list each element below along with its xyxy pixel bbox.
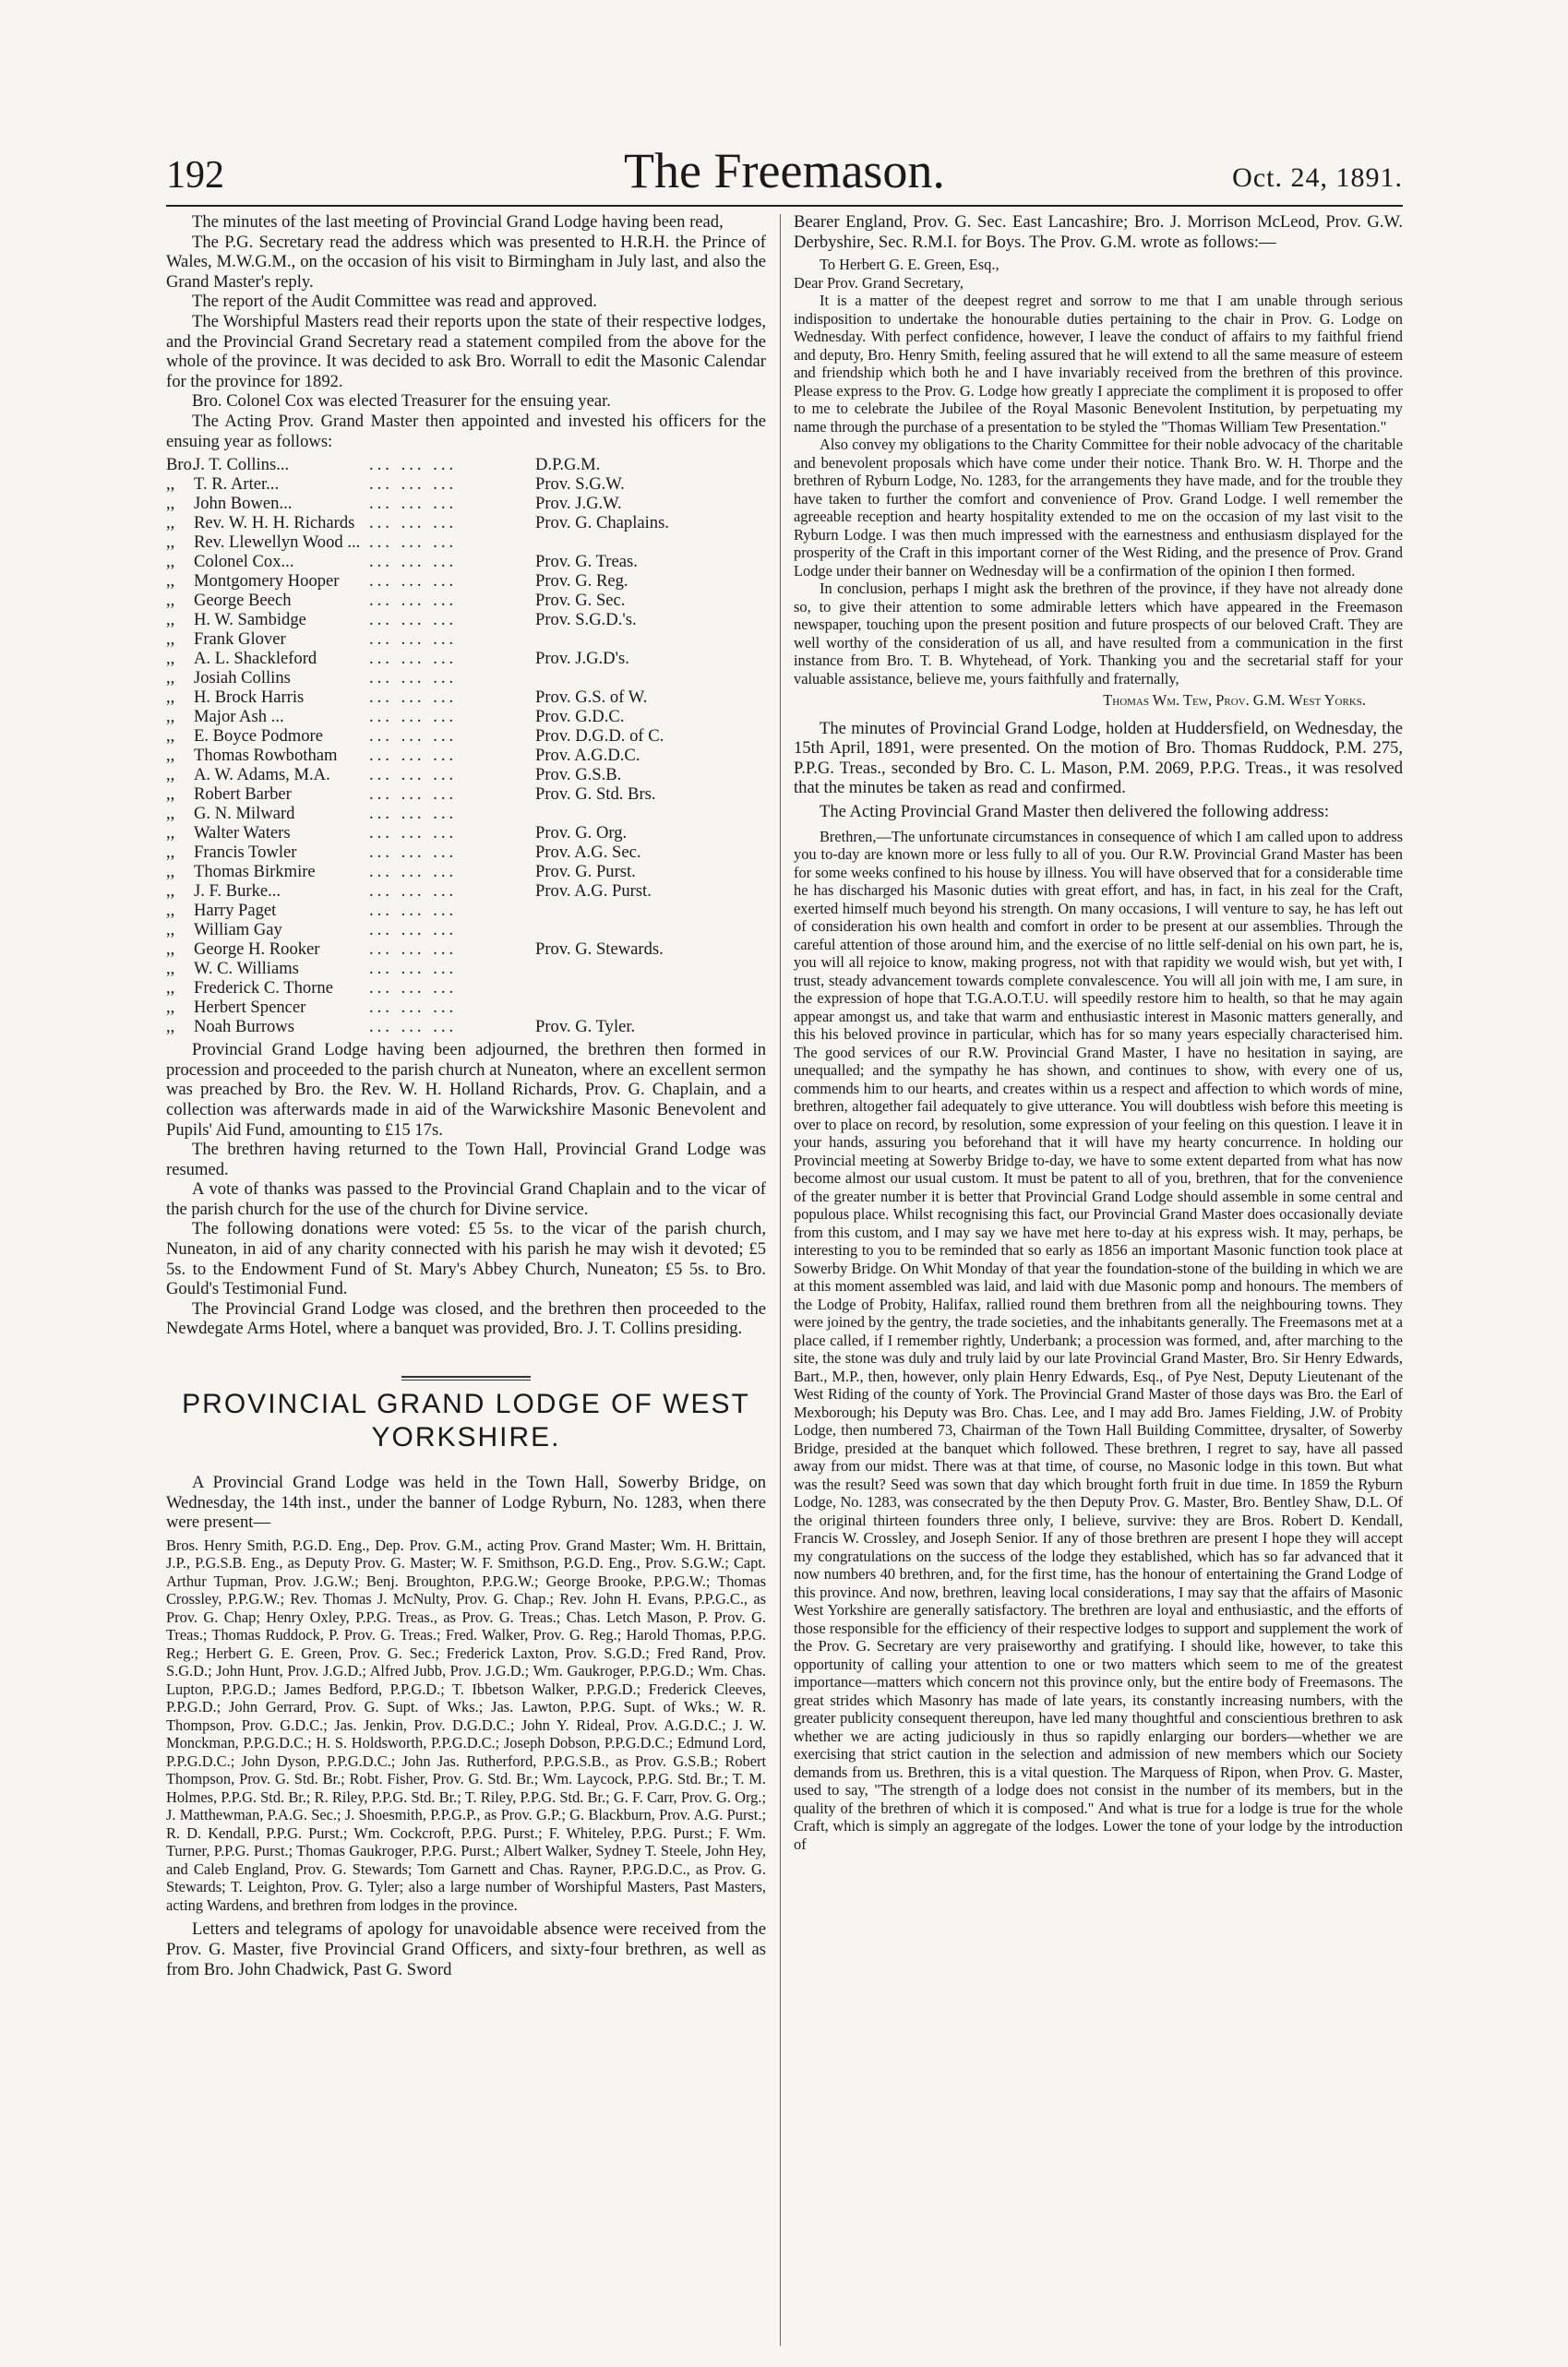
paragraph: The brethren having returned to the Town Hall, Provincial Grand Lodge was resumed. <box>166 1140 766 1179</box>
leader-dots: ... ... ... <box>369 978 458 998</box>
roster-prefix: ,, <box>166 998 175 1018</box>
attendance-list: Bros. Henry Smith, P.G.D. Eng., Dep. Prov. G.M., acting Prov. Grand Master; Wm. H. Brittain, J.P., P.G.S.B. Eng., as Deputy Prov. G. Master; W. F. Smithson, P.G.D. Eng., Prov. S.G.W.; Capt. Arthur Tupman, Prov. J.G.W.; Benj. Broughton, P.P.G.W.; George Brooke, P.P.G.W.; Thomas Crossley, P.P.G.W.; Rev. Thomas J. McNulty, Prov. G. Chap.; Rev. John H. Evans, P.P.G.C., as Prov. G. Chap; Henry Oxley, P.P.G. Treas., as Prov. G. Treas.; Chas. Letch Mason, P. Prov. G. Treas.; Thomas Ruddock, P. Prov. G. Treas.; Fred. Walker, Prov. G. Reg.; Harold Thomas, P.P.G. Reg.; Herbert G. E. Green, Prov. G. Sec.; Frederick Laxton, Prov. S.G.D.; Fred Rand, Prov. S.G.D.; John Hunt, Prov. J.G.D.; Alfred Jubb, Prov. J.G.D.; Wm. Gaukroger, P.P.G.D.; Wm. Chas. Lupton, P.P.G.D.; James Bedford, P.P.G.D.; T. Ibbetson Walker, P.P.G.D.; Frederick Cleeves, P.P.G.D.; John Gerrard, Prov. G. Supt. of Wks.; Jas. Lawton, P.P.G. Supt. of Wks.; W. R. Thompson, Prov. G.D.C.; Jas. Jenkin, Prov. D.G.D.C.; John Y. Rideal, Prov. A.G.D.C.; J. W. Monckman, P.P.G.D.C.; H. S. Holdsworth, P.P.G.D.C.; Joseph Dobson, P.P.G.D.C.; Edmund Lord, P.P.G.D.C.; John Dyson, P.P.G.D.C.; John Jas. Rutherford, P.P.G.S.B., as Prov. G.S.B.; Robert Thompson, Prov. G. Std. Br.; Robt. Fisher, Prov. G. Std. Br.; Wm. Laycock, P.P.G. Std. Br.; T. M. Holmes, P.P.G. Std. Br.; R. Riley, P.P.G. Std. Br.; T. Riley, P.P.G. Std. Br.; G. F. Carr, Prov. G. Org.; J. Matthewman, P.A.G. Sec.; J. Shoesmith, P.P.G.P., as Prov. G.P.; G. Blackburn, Prov. A.G. Purst.; R. D. Kendall, P.P.G. Purst.; Wm. Cockcroft, P.P.G. Purst.; F. Whiteley, P.P.G. Purst.; F. Wm. Turner, P.P.G. Purst.; Thomas Gaukroger, P.P.G. Purst.; Albert Walker, Sydney T. Steele, John Hey, and Caleb England, Prov. G. Stewards; Tom Garnett and Chas. Rayner, P.P.G.D.C., as Prov. G. Stewards; T. Leighton, Prov. G. Tyler; also a large number of Worshipful Masters, Past Masters, acting Wardens, and brethren from lodges in the province. <box>166 1536 766 1914</box>
leader-dots: ... ... ... <box>369 998 458 1018</box>
officer-office: Prov. G. Sec. <box>535 591 626 611</box>
letter-addressee: To Herbert G. E. Green, Esq., <box>820 256 999 274</box>
letter-paragraph: Also convey my obligations to the Charity Committee for their noble advocacy of the charitable and benevolent proposals which have come under their notice. Thank Bro. W. H. Thorpe and the brethren of Ryburn Lodge, No. 1283, for the arrangements they have made, and for the trouble they have taken to further the comfort and convenience of Prov. Grand Lodge. I well remember the agreeable reception and hearty hospitality extended to me on the occasion of my last visit to the Ryburn Lodge. I was then much impressed with the earnestness and enthusiasm displayed for the prosperity of the Craft in this important corner of the West Riding, and the presence of Prov. Grand Lodge under their banner on Wednesday will be a confirmation of the opinion I then formed. <box>794 436 1403 580</box>
roster-row <box>166 804 766 823</box>
roster-prefix: ,, <box>166 726 175 747</box>
roster-row <box>166 474 766 494</box>
leader-dots: ... ... ... <box>369 804 458 824</box>
officer-name: Francis Towler <box>194 843 297 863</box>
officer-office: Prov. J.G.W. <box>535 494 622 514</box>
officer-name: J. F. Burke... <box>194 881 281 902</box>
officer-office: Prov. G. Stewards. <box>535 939 664 960</box>
roster-row <box>166 455 766 474</box>
roster-prefix: ,, <box>166 901 175 921</box>
officer-roster <box>166 455 766 1036</box>
officer-name: A. W. Adams, M.A. <box>194 765 330 785</box>
roster-row <box>166 920 766 939</box>
officer-name: Colonel Cox... <box>194 552 294 572</box>
officer-office: Prov. G.S. of W. <box>535 687 648 708</box>
officer-office: Prov. G. Tyler. <box>535 1017 636 1037</box>
roster-prefix: ,, <box>166 649 175 669</box>
leader-dots: ... ... ... <box>369 726 458 747</box>
roster-prefix: ,, <box>166 494 175 514</box>
roster-prefix: ,, <box>166 1017 175 1037</box>
roster-prefix: ,, <box>166 668 175 688</box>
officer-name: Rev. Llewellyn Wood ... <box>194 532 361 553</box>
address-text: Brethren,—The unfortunate circumstances in consequence of which I am called upon to address you to-day are known more or less fully to all of you. Our R.W. Provincial Grand Master has been for some weeks confined to his house by illness. You will have observed that for a considerable time he has discharged his Masonic duties with great effort, and has, in fact, in his zeal for the Craft, exerted himself much beyond his strength. On many occasions, I will venture to say, he has left out of consideration his own health and comfort in order to be present at our assemblies. Through the careful attention of those around him, and the exercise of no little self-denial on his own part, he is, you will all rejoice to know, making progress, not with that rapidity we would wish, but yet with, I trust, steady advancement towards complete convalescence. You will all join with me, I am sure, in the expression of hope that T.G.A.O.T.U. will speedily restore him to health, so that he may again appear amongst us, and take that warm and enthusiastic interest in Masonic matters generally, and this his beloved province in particular, which has for so many years especially characterised him. The good services of our R.W. Provincial Grand Master, I have no hesitation in saying, are unequalled; and the sympathy he has shown, and continues to show, with every one of us, commends him to our hearts, and creates within us a respect and affection to which words of mine, brethren, altogether fail adequately to give utterance. You will doubtless wish before this meeting is over to place on record, by resolution, some expression of your feeling on this question. I leave it in your hands, assuring you beforehand that it will have my hearty concurrence. In holding our Provincial meeting at Sowerby Bridge to-day, we have to some extent departed from what has now become almost our usual custom. It must be patent to all of you, brethren, that for the convenience of the greater number it is better that Provincial Grand Lodge should assemble in some central and populous place. Whilst recognising this fact, our Provincial Grand Master does occasionally deviate from this custom, and I may say we have met here to-day at his express wish. It may, perhaps, be interesting to you to be reminded that so early as 1856 an important Masonic function took place at Sowerby Bridge. On Whit Monday of that year the foundation-stone of the building in which we are at this moment assembled was laid, and laid with due Masonic pomp and honours. The members of the Lodge of Probity, Halifax, rallied round them brethren from all the neighbouring towns. They were joined by the gentry, the trade societies, and the inhabitants generally. The Freemasons met at a place called, if I remember rightly, Underbank; a procession was formed, and, after marching to the site, the stone was duly and truly laid by our late Provincial Grand Master, Bro. Sir Henry Edwards, Bart., M.P., then, however, only plain Henry Edwards, Esq., of Pye Nest, Deputy Lieutenant of the West Riding of the county of York. The Provincial Grand Master of those days was Bro. the Earl of Mexborough; his Deputy was Bro. Chas. Lee, and I may add Bro. James Fielding, J.W. of Probity Lodge, then numbered 73, Chairman of the Town Hall Building Committee, drysalter, of Sowerby Bridge, presided at the banquet which followed. These brethren, I regret to say, have all passed away from our midst. There was at that time, of course, no Masonic lodge in this town. But what was the result? Seed was sown that day which brought forth fruit in due time. In 1859 the Ryburn Lodge, No. 1283, was consecrated by the then Deputy Prov. G. Master, Bro. Bentley Shaw, D.L. Of the original thirteen founders three only, I believe, survive: they are Bros. Robert D. Kendall, Francis W. Crossley, and Joseph Senior. If any of those brethren are present I hope they will accept my congratulations on the success of the lodge they established, which has so far advanced that it now numbers 40 brethren, and, for the first time, has the honour of entertaining the Grand Lodge of this province. And now, brethren, leaving local considerations, I may say that the affairs of Masonic West Yorkshire are generally satisfactory. The brethren are loyal and enthusiastic, and the efforts of those responsible for the efficiency of their respective lodges to support and supplement the work of the Prov. G. Secretary are very praiseworthy and gratifying. I should like, however, to take this opportunity of calling your attention to one or two matters which seem to me of the greatest importance—matters which concern not this province only, but the entire body of Freemasons. The great strides which Masonry has made of late years, its constantly increasing numbers, with the greater publicity consequent thereupon, have led many thoughtful and conscientious brethren to ask whether we are acting judiciously in thus so rapidly enlarging our borders—whether we are exercising that strict caution in the selection and admission of new members which our Society demands from us. Brethren, this is a vital question. The Marquess of Ripon, when Prov. G. Master, used to say, "The strength of a lodge does not consist in the number of its members, but in the quality of the brethren of which it is composed." And what is true for a lodge is true for the whole Craft, which is simply an aggregate of the lodges. Lower the tone of your lodge by the introduction of <box>794 827 1403 1853</box>
leader-dots: ... ... ... <box>369 474 458 495</box>
roster-prefix: ,, <box>166 474 175 495</box>
paragraph: The minutes of the last meeting of Provincial Grand Lodge having been read, <box>192 212 724 232</box>
roster-prefix: ,, <box>166 823 175 843</box>
officer-name: Robert Barber <box>194 784 292 805</box>
roster-prefix: ,, <box>166 552 175 572</box>
roster-prefix: ,, <box>166 978 175 998</box>
roster-row <box>166 629 766 649</box>
column-divider <box>780 214 781 2346</box>
roster-row <box>166 843 766 862</box>
officer-name: W. C. Williams <box>194 959 299 979</box>
roster-row <box>166 1017 766 1036</box>
roster-row <box>166 668 766 687</box>
officer-name: John Bowen... <box>194 494 293 514</box>
roster-row <box>166 823 766 843</box>
paragraph: The P.G. Secretary read the address which was presented to H.R.H. the Prince of Wales, M.W.G.M., on the occasion of his visit to Birmingham in July last, and also the Grand Master's reply. <box>166 232 766 292</box>
officer-office: Prov. G. Purst. <box>535 862 636 882</box>
officer-office: Prov. A.G.D.C. <box>535 746 640 766</box>
newspaper-title: The Freemason. <box>624 143 945 198</box>
roster-prefix: ,, <box>166 765 175 785</box>
officer-name: J. T. Collins... <box>194 455 290 475</box>
right-column <box>794 212 1403 1853</box>
officer-name: Thomas Rowbotham <box>194 746 338 766</box>
paragraph: A vote of thanks was passed to the Provincial Grand Chaplain and to the vicar of the parish church for the use of the church for Divine service. <box>166 1179 766 1219</box>
paragraph: Bro. Colonel Cox was elected Treasurer for the ensuing year. <box>192 391 611 412</box>
roster-prefix: Bro. <box>166 455 197 475</box>
paragraph: The Acting Provincial Grand Master then delivered the following address: <box>820 802 1329 822</box>
officer-office: Prov. D.G.D. of C. <box>535 726 664 747</box>
roster-prefix: ,, <box>166 920 175 940</box>
roster-row <box>166 649 766 668</box>
officer-name: Major Ash ... <box>194 707 284 727</box>
officer-office: Prov. S.G.D.'s. <box>535 610 637 630</box>
roster-prefix: ,, <box>166 804 175 824</box>
roster-prefix: ,, <box>166 939 175 960</box>
roster-prefix: ,, <box>166 707 175 727</box>
roster-row <box>166 513 766 532</box>
leader-dots: ... ... ... <box>369 629 458 650</box>
officer-office: Prov. G. Treas. <box>535 552 638 572</box>
letter-salutation: Dear Prov. Grand Secretary, <box>794 273 964 292</box>
paragraph: The report of the Audit Committee was read and approved. <box>192 292 597 312</box>
roster-row <box>166 552 766 571</box>
roster-prefix: ,, <box>166 571 175 592</box>
roster-prefix: ,, <box>166 862 175 882</box>
roster-prefix: ,, <box>166 881 175 902</box>
officer-name: Walter Waters <box>194 823 291 843</box>
left-column <box>166 212 766 1979</box>
officer-name: Harry Paget <box>194 901 277 921</box>
officer-name: Josiah Collins <box>194 668 291 688</box>
issue-date: Oct. 24, 1891. <box>1232 162 1403 193</box>
leader-dots: ... ... ... <box>369 901 458 921</box>
leader-dots: ... ... ... <box>369 707 458 727</box>
officer-name: Thomas Birkmire <box>194 862 316 882</box>
officer-office: Prov. G. Chaplains. <box>535 513 669 533</box>
letter-paragraph: In conclusion, perhaps I might ask the brethren of the province, if they have not already done so, to give their attention to some admirable letters which have appeared in the Freemason newspaper, touching upon the present position and future prospects of our beloved Craft. They are well worthy of the consideration of us all, and have resulted from a communication in the first instance from Bro. T. B. Whytehead, of York. Thanking you and the secretarial staff for your valuable assistance, believe me, yours faithfully and fraternally, <box>794 580 1403 687</box>
leader-dots: ... ... ... <box>369 571 458 592</box>
masthead-rule <box>166 205 1403 207</box>
leader-dots: ... ... ... <box>369 862 458 882</box>
roster-row <box>166 939 766 959</box>
roster-row <box>166 746 766 765</box>
officer-office: Prov. G.S.B. <box>535 765 622 785</box>
letter-signature: Thomas Wm. Tew, Prov. G.M. West Yorks. <box>1103 691 1366 710</box>
paragraph: Letters and telegrams of apology for unavoidable absence were received from the Prov. G. Master, five Provincial Grand Officers, and sixty-four brethren, as well as from Bro. John Chadwick, Past G. Sword <box>166 1919 766 1979</box>
roster-prefix: ,, <box>166 513 175 533</box>
leader-dots: ... ... ... <box>369 843 458 863</box>
roster-row <box>166 998 766 1017</box>
officer-office: Prov. J.G.D's. <box>535 649 629 669</box>
leader-dots: ... ... ... <box>369 939 458 960</box>
roster-prefix: ,, <box>166 959 175 979</box>
roster-row <box>166 610 766 629</box>
paragraph: The Provincial Grand Lodge was closed, and the brethren then proceeded to the Newdegate Arms Hotel, where a banquet was provided, Bro. J. T. Collins presiding. <box>166 1298 766 1339</box>
roster-row <box>166 881 766 901</box>
roster-row <box>166 959 766 978</box>
leader-dots: ... ... ... <box>369 765 458 785</box>
roster-row <box>166 591 766 610</box>
roster-row <box>166 765 766 784</box>
roster-prefix: ,, <box>166 843 175 863</box>
officer-name: George Beech <box>194 591 292 611</box>
officer-name: George H. Rooker <box>194 939 320 960</box>
officer-office: Prov. G. Std. Brs. <box>535 784 656 805</box>
section-heading: PROVINCIAL GRAND LODGE OF WEST YORKSHIRE. <box>182 1389 750 1453</box>
paragraph: The minutes of Provincial Grand Lodge, holden at Huddersfield, on Wednesday, the 15th April, 1891, were presented. On the motion of Bro. Thomas Ruddock, P.M. 275, P.P.G. Treas., seconded by Bro. C. L. Mason, P.M. 2069, P.P.G. Treas., it was resolved that the minutes be taken as read and confirmed. <box>794 718 1403 798</box>
leader-dots: ... ... ... <box>369 649 458 669</box>
leader-dots: ... ... ... <box>369 823 458 843</box>
roster-row <box>166 862 766 881</box>
paragraph: A Provincial Grand Lodge was held in the Town Hall, Sowerby Bridge, on Wednesday, the 14th inst., under the banner of Lodge Ryburn, No. 1283, when there were present— <box>166 1473 766 1533</box>
paragraph: The Worshipful Masters read their reports upon the state of their respective lodges, and the Provincial Grand Secretary read a statement compiled from the above for the whole of the province. It was decided to ask Bro. Worrall to edit the Masonic Calendar for the province for 1892. <box>166 311 766 391</box>
roster-prefix: ,, <box>166 746 175 766</box>
roster-row <box>166 532 766 552</box>
roster-row <box>166 494 766 513</box>
officer-name: William Gay <box>194 920 282 940</box>
officer-name: Herbert Spencer <box>194 998 306 1018</box>
leader-dots: ... ... ... <box>369 552 458 572</box>
paragraph: Provincial Grand Lodge having been adjourned, the brethren then formed in procession and proceeded to the parish church at Nuneaton, where an excellent sermon was preached by Bro. the Rev. W. H. Holland Richards, Prov. G. Chaplain, and a collection was afterwards made in aid of the Warwickshire Masonic Benevolent and Pupils' Aid Fund, amounting to £15 17s. <box>166 1040 766 1140</box>
roster-prefix: ,, <box>166 629 175 650</box>
officer-office: Prov. G. Org. <box>535 823 628 843</box>
leader-dots: ... ... ... <box>369 920 458 940</box>
officer-office: D.P.G.M. <box>535 455 601 475</box>
letter-paragraph: It is a matter of the deepest regret and sorrow to me that I am unable through serious indisposition to undertake the honourable duties pertaining to the chair in Prov. G. Lodge on Wednesday. With perfect confidence, however, I leave the conduct of affairs to my faithful friend and deputy, Bro. Henry Smith, feeling assured that he will extend to all the same measure of esteem and friendship which both he and I have invariably received from the brethren of this province. Please express to the Prov. G. Lodge how greatly I appreciate the compliment it is proposed to offer to me to celebrate the Jubilee of the Royal Masonic Benevolent Institution, by perpetuating my name through the purchase of a presentation to be styled the "Thomas William Tew Presentation." <box>794 292 1403 436</box>
officer-name: T. R. Arter... <box>194 474 280 495</box>
roster-row <box>166 707 766 726</box>
roster-row <box>166 726 766 746</box>
officer-name: Noah Burrows <box>194 1017 294 1037</box>
officer-name: Rev. W. H. H. Richards <box>194 513 355 533</box>
officer-name: Montgomery Hooper <box>194 571 340 592</box>
officer-office: Prov. G.D.C. <box>535 707 625 727</box>
roster-row <box>166 978 766 998</box>
leader-dots: ... ... ... <box>369 494 458 514</box>
section-rule <box>401 1376 531 1381</box>
roster-prefix: ,, <box>166 784 175 805</box>
officer-office: Prov. A.G. Purst. <box>535 881 652 902</box>
paragraph: Bearer England, Prov. G. Sec. East Lancashire; Bro. J. Morrison McLeod, Prov. G.W. Derbyshire, Sec. R.M.I. for Boys. The Prov. G.M. wrote as follows:— <box>794 212 1403 252</box>
leader-dots: ... ... ... <box>369 532 458 553</box>
officer-name: A. L. Shackleford <box>194 649 317 669</box>
officer-name: H. Brock Harris <box>194 687 305 708</box>
officer-office: Prov. A.G. Sec. <box>535 843 641 863</box>
officer-name: Frank Glover <box>194 629 286 650</box>
roster-prefix: ,, <box>166 610 175 630</box>
leader-dots: ... ... ... <box>369 1017 458 1037</box>
leader-dots: ... ... ... <box>369 959 458 979</box>
leader-dots: ... ... ... <box>369 746 458 766</box>
leader-dots: ... ... ... <box>369 610 458 630</box>
leader-dots: ... ... ... <box>369 784 458 805</box>
officer-office: Prov. G. Reg. <box>535 571 628 592</box>
officer-name: E. Boyce Podmore <box>194 726 323 747</box>
roster-prefix: ,, <box>166 532 175 553</box>
roster-row <box>166 687 766 707</box>
roster-row <box>166 784 766 804</box>
leader-dots: ... ... ... <box>369 881 458 902</box>
leader-dots: ... ... ... <box>369 668 458 688</box>
leader-dots: ... ... ... <box>369 455 458 475</box>
roster-prefix: ,, <box>166 591 175 611</box>
paragraph: The following donations were voted: £5 5s. to the vicar of the parish church, Nuneaton, in aid of any charity connected with his parish he may wish it devoted; £5 5s. to the Endowment Fund of St. Mary's Abbey Church, Nuneaton; £5 5s. to Bro. Gould's Testimonial Fund. <box>166 1219 766 1299</box>
roster-row <box>166 901 766 920</box>
officer-name: G. N. Milward <box>194 804 295 824</box>
officer-office: Prov. S.G.W. <box>535 474 625 495</box>
roster-prefix: ,, <box>166 687 175 708</box>
leader-dots: ... ... ... <box>369 687 458 708</box>
leader-dots: ... ... ... <box>369 513 458 533</box>
roster-row <box>166 571 766 591</box>
leader-dots: ... ... ... <box>369 591 458 611</box>
paragraph: The Acting Prov. Grand Master then appointed and invested his officers for the ensuing year as follows: <box>166 411 766 451</box>
officer-name: Frederick C. Thorne <box>194 978 333 998</box>
masthead <box>166 138 1403 203</box>
page-number: 192 <box>166 154 224 197</box>
officer-name: H. W. Sambidge <box>194 610 306 630</box>
